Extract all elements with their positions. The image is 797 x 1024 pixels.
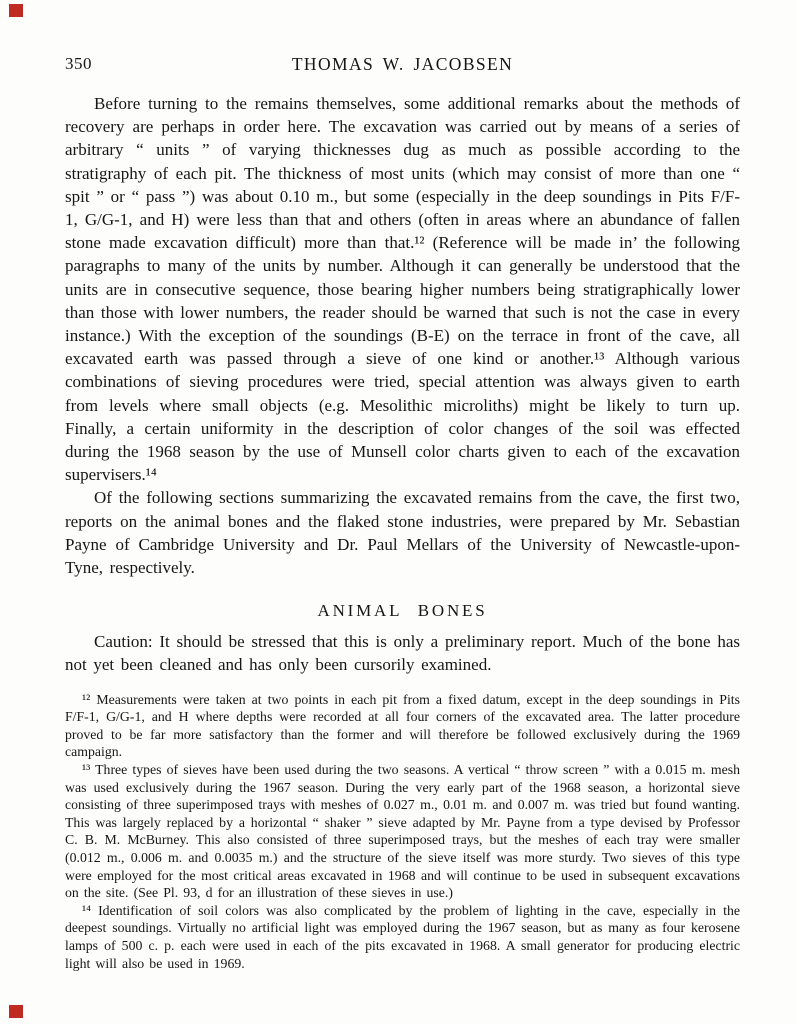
footnote-14: ¹⁴ Identification of soil colors was also complicated by the problem of lighting in the cave, especially in the deepest soundings. Virtually no artificial light was employed during the 1967 season, but as many as four kerosene lamps of 500 c. p. each were used in each of the pits excavated in 1968. A small generator for producing electric light will also be used in 1969. (65, 902, 740, 971)
corner-marker-bottom-left (9, 1005, 23, 1018)
footnote-13: ¹³ Three types of sieves have been used during the two seasons. A vertical “ throw screen ” with a 0.015 m. mesh was used exclusively during the 1967 season. During the very early part of the 1968 season, a horizontal sieve consisting of three superimposed trays with meshes of 0.027 m., 0.01 m. and 0.007 m. was tried but found wanting. This was largely replaced by a horizontal “ shaker ” sieve adapted by Mr. Payne from a type devised by Professor C. B. M. McBurney. This also consisted of three superimposed trays, but the meshes of each tray were smaller (0.012 m., 0.006 m. and 0.0035 m.) and the structure of the sieve itself was more sturdy. Two sieves of this type were employed for the most critical areas excavated in 1968 and will continue to be used in subsequent excavations on the site. (See Pl. 93, d for an illustration of these sieves in use.) (65, 762, 740, 901)
body-paragraph-caution: Caution: It should be stressed that this is only a preliminary report. Much of the bone has not yet been cleaned and has only been cursorily examined. (65, 632, 740, 675)
article-body (65, 92, 740, 677)
running-head-author: THOMAS W. JACOBSEN (291, 54, 514, 74)
corner-marker-top-left (9, 4, 23, 17)
page-number: 350 (65, 54, 92, 73)
running-header (65, 54, 740, 75)
footnotes-block (65, 691, 740, 973)
section-heading-animal-bones: ANIMAL BONES (317, 601, 488, 621)
body-paragraph-methods: Before turning to the remains themselves, some additional remarks about the methods of recovery are perhaps in order here. The excavation was carried out by means of a series of arbitrary “ units ” of varying thicknesses dug as much as possible according to the stratigraphy of each pit. The thickness of most units (which may consist of more than one “ spit ” or “ pass ”) was about 0.10 m., but some (especially in the deep soundings in Pits F/F-1, G/G-1, and H) were less than that and others (often in areas where an abundance of fallen stone made excavation difficult) more than that.¹² (Reference will be made in’ the following paragraphs to many of the units by number. Although it can generally be understood that the units are in consecutive sequence, those bearing higher numbers being stratigraphically lower than those with lower numbers, the reader should be warned that such is not the case in every instance.) With the exception of the soundings (B-E) on the terrace in front of the cave, all excavated earth was passed through a sieve of one kind or another.¹³ Although various combinations of sieving procedures were tried, special attention was always given to earth from levels where small objects (e.g. Mesolithic microliths) might be likely to turn up. Finally, a certain uniformity in the description of color changes of the soil was effected during the 1968 season by the use of Munsell color charts given to each of the excavation supervisers.¹⁴ (65, 94, 740, 485)
footnote-12: ¹² Measurements were taken at two points in each pit from a fixed datum, except in the deep soundings in Pits F/F-1, G/G-1, and H where depths were recorded at all four corners of the excavated area. The latter procedure proved to be far more satisfactory than the former and will therefore be followed exclusively during the 1969 campaign. (65, 691, 740, 760)
body-paragraph-contributors: Of the following sections summarizing the excavated remains from the cave, the first two, reports on the animal bones and the flaked stone industries, were prepared by Mr. Sebastian Payne of Cambridge University and Dr. Paul Mellars of the University of Newcastle-upon-Tyne, respectively. (65, 488, 740, 578)
